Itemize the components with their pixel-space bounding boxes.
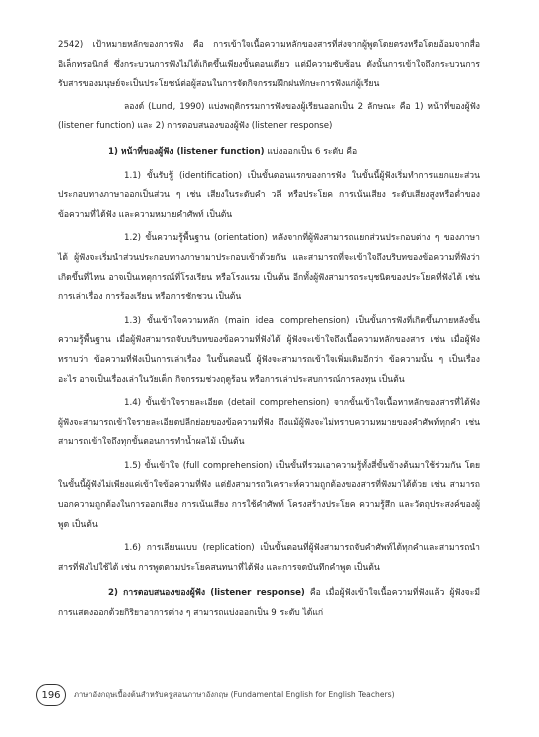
section-2-heading xyxy=(58,584,480,623)
page-number-badge xyxy=(36,684,66,706)
section-2-heading-title: 2) การตอบสนองของผู้ฟัง (listener response) xyxy=(108,588,305,599)
running-title: ภาษาอังกฤษเบื้องต้นสำหรับครูสอนภาษาอังกฤษ (Fundamental English for English Teachers) xyxy=(74,690,395,699)
page-footer xyxy=(36,680,506,710)
list-item-1-6: 1.6) การเลียนแบบ (replication) เป็นขั้นตอนที่ผู้ฟังสามารถจับคำศัพท์ได้ทุกคำและสามารถนำสารที่ฟังไปใช้ได้ เช่น การพูดตามประโยคสนทนาที่ได้ฟัง และการจดบันทึกคำพูด เป็นต้น xyxy=(58,543,480,573)
list-item-1-2: 1.2) ขั้นความรู้พื้นฐาน (orientation) หลังจากที่ผู้ฟังสามารถแยกส่วนประกอบต่าง ๆ ของภาษาได้ ผู้ฟังจะเริ่มนำส่วนประกอบทางภาษามาประกอบเข้าด้วยกัน และสามารถที่จะเข้าใจถึงบริบทของข้อความที่ฟังว่าเกิดขึ้นที่ไหน อาจเป็นเหตุการณ์ที่โรงเรียน หรือโรงแรม เป็นต้น อีกทั้งผู้ฟังสามารถระบุชนิดของประโยคที่ฟังได้ เช่น การเล่าเรื่อง การร้องเรียน หรือการชักชวน เป็นต้น xyxy=(58,233,480,303)
page-number: 196 xyxy=(41,689,61,701)
section-2-heading-suffix: คือ เมื่อผู้ฟังเข้าใจเนื้อความที่ฟังแล้ว ผู้ฟังจะมีการแสดงออกด้วยกิริยาอาการต่าง ๆ สามารถแบ่งออกเป็น 9 ระดับ ได้แก่ xyxy=(58,588,480,619)
list-item-1-5: 1.5) ขั้นเข้าใจ (full comprehension) เป็นขั้นที่รวมเอาความรู้ทั้งสี่ขั้นข้างต้นมาใช้ร่วมกัน โดยในขั้นนี้ผู้ฟังไม่เพียงแค่เข้าใจข้อความที่ฟัง แต่ยังสามารถวิเคราะห์ความถูกต้องของสารที่ฟังมาได้ด้วย เช่น สามารถบอกความถูกต้องในการออกเสียง การเน้นเสียง การใช้คำศัพท์ โครงสร้างประโยค ความรู้สึก และวัตถุประสงค์ของผู้พูด เป็นต้น xyxy=(58,460,480,530)
list-item-1-3: 1.3) ขั้นเข้าใจความหลัก (main idea comprehension) เป็นขั้นการฟังที่เกิดขึ้นภายหลังขั้นความรู้พื้นฐาน เมื่อผู้ฟังสามารถจับบริบทของข้อความที่ฟังได้ ผู้ฟังจะเข้าใจถึงเนื้อความหลักของสาร เช่น เมื่อผู้ฟังทราบว่า ข้อความที่ฟังเป็นการเล่าเรื่อง ในขั้นตอนนี้ ผู้ฟังจะสามารถเข้าใจเพิ่มเติมอีกว่า ข้อความนั้น ๆ เป็นเรื่องอะไร อาจเป็นเรื่องเล่าในวัยเด็ก กิจกรรมช่วงฤดูร้อน หรือการเล่าประสบการณ์การลงทุน เป็นต้น xyxy=(58,315,480,385)
section-1-heading-suffix: แบ่งออกเป็น 6 ระดับ คือ xyxy=(264,146,358,157)
list-item-1-1: 1.1) ขั้นรับรู้ (identification) เป็นขั้นตอนแรกของการฟัง ในขั้นนี้ผู้ฟังเริ่มทำการแยกแยะส่วนประกอบทางภาษาออกเป็นส่วน ๆ เช่น เสียงในระดับคำ วลี หรือประโยค การเน้นเสียง ระดับเสียงสูงหรือต่ำของข้อความที่ได้ฟัง และความหมายคำศัพท์ เป็นต้น xyxy=(58,170,480,220)
intro-paragraph: 2542) เป้าหมายหลักของการฟัง คือ การเข้าใจเนื้อความหลักของสารที่ส่งจากผู้พูดโดยตรงหรือโดยอ้อมจากสื่ออิเล็กทรอนิกส์ ซึ่งกระบวนการฟังไม่ได้เกิดขึ้นเพียงขั้นตอนเดียว แต่มีความซับซ้อน ดังนั้นการเข้าใจถึงกระบวนการรับสารของมนุษย์จะเป็นประโยชน์ต่อผู้สอนในการจัดกิจกรรมฝึกฝนทักษะการฟังแก่ผู้เรียน xyxy=(58,40,480,90)
list-item-1-4: 1.4) ขั้นเข้าใจรายละเอียด (detail comprehension) จากขั้นเข้าใจเนื้อหาหลักของสารที่ได้ฟัง ผู้ฟังจะสามารถเข้าใจรายละเอียดปลีกย่อยของข้อความที่ฟัง ถึงแม้ผู้ฟังจะไม่ทราบความหมายของคำศัพท์ทุกคำ เช่น สามารถเข้าใจถึงทุกขั้นตอนการทำน้ำผลไม้ เป็นต้น xyxy=(58,398,480,448)
lund-paragraph: ลองด์ (Lund, 1990) แบ่งพฤติกรรมการฟังของผู้เรียนออกเป็น 2 ลักษณะ คือ 1) หน้าที่ของผู้ฟัง (listener function) และ 2) การตอบสนองของผู้ฟัง (listener response) xyxy=(58,101,480,132)
section-1-heading-title: 1) หน้าที่ของผู้ฟัง (listener function) xyxy=(108,146,265,157)
page-body xyxy=(58,36,480,628)
section-1-heading xyxy=(58,143,480,163)
